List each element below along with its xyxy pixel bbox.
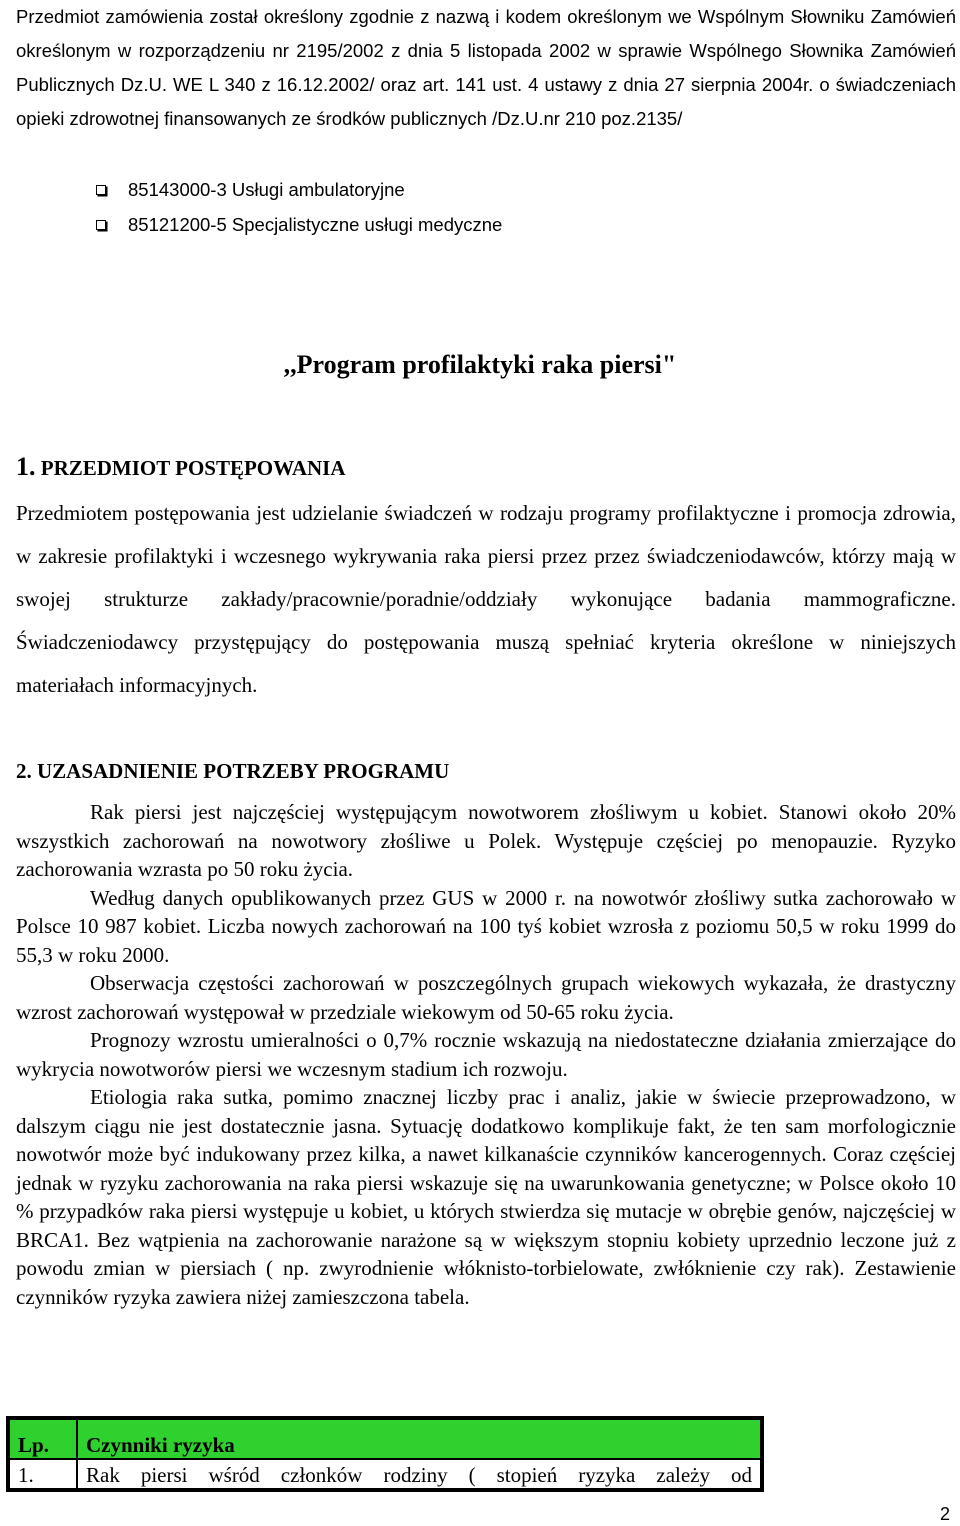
table-header-row: [9, 1419, 761, 1459]
cpv-code-list: [96, 172, 502, 242]
section-2-number: 2.: [16, 759, 32, 783]
intro-paragraph: Przedmiot zamówienia został określony zgodnie z nazwą i kodem określonym we Wspólnym Słowniku Zamówień określonym w rozporządzeniu nr 2195/2002 z dnia 5 listopada 2002 w sprawie Wspólnego Słownika Zamówień Publicznych Dz.U. WE L 340 z 16.12.2002/ oraz art. 141 ust. 4 ustawy z dnia 27 sierpnia 2004r. o świadczeniach opieki zdrowotnej finansowanych ze środków publicznych /Dz.U.nr 210 poz.2135/: [16, 6, 956, 129]
section-2-body: [16, 798, 956, 1311]
checkbox-bullet-icon: [96, 185, 106, 195]
risk-factors-table: [6, 1416, 764, 1492]
table-cell-risk-factor: Rak piersi wśród członków rodziny ( stopień ryzyka zależy od: [77, 1459, 761, 1489]
program-title: ,,Program profilaktyki raka piersi": [283, 350, 677, 379]
column-header-risk-factors: Czynniki ryzyka: [77, 1419, 761, 1459]
checkbox-bullet-icon: [96, 220, 106, 230]
list-item: [96, 207, 502, 242]
page-number: 2: [939, 1504, 950, 1524]
section-2-heading: [16, 756, 449, 786]
section-2-paragraph: Według danych opublikowanych przez GUS w 2000 r. na nowotwór złośliwy sutka zachorowało w Polsce 10 987 kobiet. Liczba nowych zachorowań na 100 tyś kobiet wzrosła z poziomu 50,5 w roku 1999 do 55,3 w roku 2000.: [16, 885, 956, 967]
list-item: [96, 172, 502, 207]
section-2-paragraph: Rak piersi jest najczęściej występującym nowotworem złośliwym u kobiet. Stanowi około 20% wszystkich zachorowań na nowotwory złośliwe u Polek. Występuje częściej po menopauzie. Ryzyko zachorowania wzrasta po 50 roku życia.: [16, 800, 956, 881]
section-1-title: PRZEDMIOT POSTĘPOWANIA: [40, 456, 346, 480]
column-header-lp: Lp.: [9, 1419, 77, 1459]
section-1-number: 1.: [16, 452, 36, 481]
section-1-heading: [16, 452, 346, 483]
section-1-body: Przedmiotem postępowania jest udzielanie świadczeń w rodzaju programy profilaktyczne i promocja zdrowia, w zakresie profilaktyki i wczesnego wykrywania raka piersi przez przez świadczeniodawców, którzy mają w swojej strukturze zakłady/pracownie/poradnie/oddziały wykonujące badania mammograficzne. Świadczeniodawcy przystępujący do postępowania muszą spełniać kryteria określone w niniejszych materiałach informacyjnych.: [16, 501, 956, 697]
cpv-code-text: 85121200-5 Specjalistyczne usługi medyczne: [128, 214, 503, 235]
section-2-paragraph: Etiologia raka sutka, pomimo znacznej liczby prac i analiz, jakie w świecie przeprowadzono, w dalszym ciągu nie jest dostatecznie jasna. Sytuację dodatkowo komplikuje fakt, że ten sam morfologicznie nowotwór może być indukowany przez kilka, a nawet kilkanaście czynników kancerogennych. Coraz częściej jednak w ryzyku zachorowania na raka piersi wskazuje się na uwarunkowania genetyczne; w Polsce około 10 % przypadków raka piersi występuje u kobiet, u których stwierdza się mutacje w obrębie genów, najczęściej w BRCA1. Bez wątpienia na zachorowanie narażone są w większym stopniu kobiety uprzednio leczone już z powodu zmian w piersiach ( np. zwyrodnienie włóknisto-torbielowate, zwłóknienie czy rak). Zestawienie czynników ryzyka zawiera niżej zamieszczona tabela.: [16, 1085, 956, 1309]
section-2-paragraph: Obserwacja częstości zachorowań w poszczególnych grupach wiekowych wykazała, że drastyczny wzrost zachorowań występował w przedziale wiekowym od 50-65 roku życia.: [16, 971, 956, 1024]
section-2-title: UZASADNIENIE POTRZEBY PROGRAMU: [37, 759, 450, 783]
table-cell-lp: 1.: [9, 1459, 77, 1489]
table-row: [9, 1459, 761, 1489]
cpv-code-text: 85143000-3 Usługi ambulatoryjne: [128, 179, 405, 200]
section-2-paragraph: Prognozy wzrostu umieralności o 0,7% rocznie wskazują na niedostateczne działania zmierzające do wykrycia nowotworów piersi we wczesnym stadium ich rozwoju.: [16, 1028, 956, 1081]
